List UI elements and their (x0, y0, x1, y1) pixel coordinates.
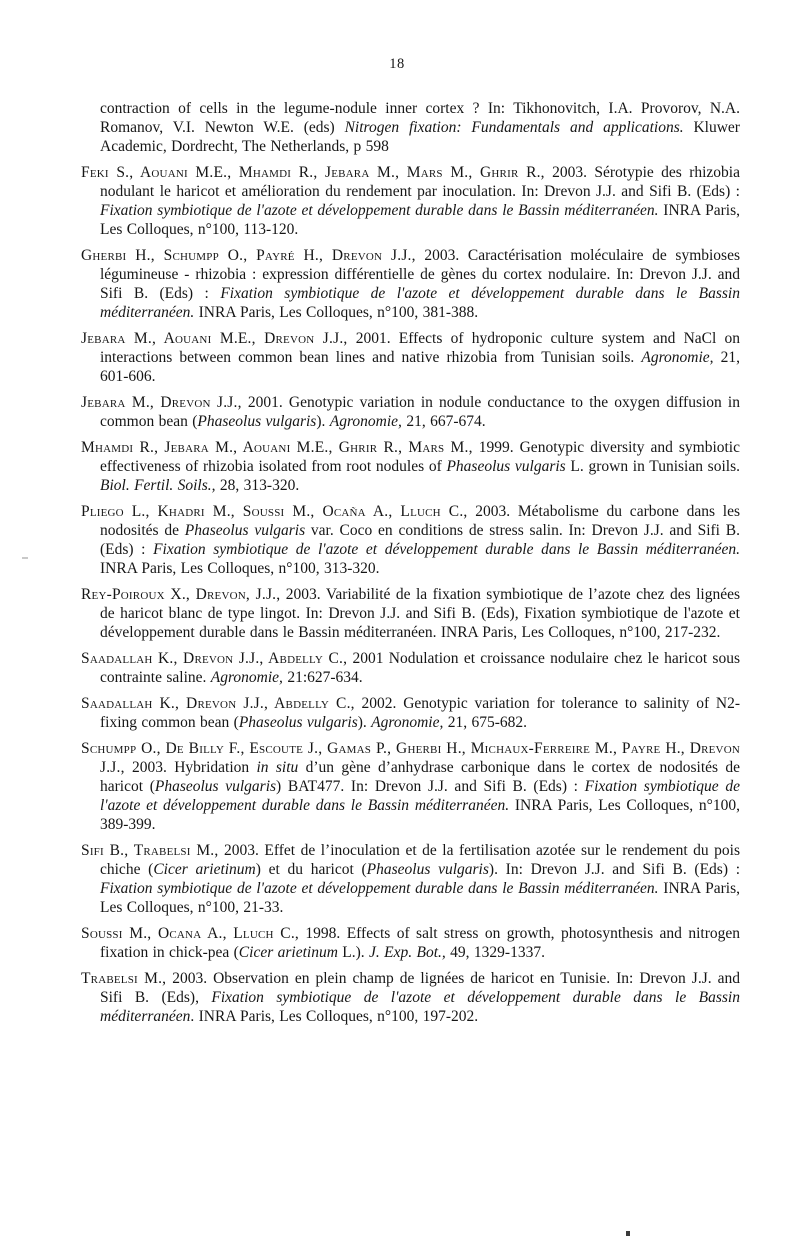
reference-text-segment: Fixation symbiotique de l'azote et développement durable dans le Bassin méditerranéen. (100, 880, 659, 897)
reference-text-segment: Jebara M., Aouani M.E., Drevon J.J., (81, 330, 348, 347)
reference-text-segment: Mhamdi R., Jebara M., Aouani M.E., Ghrir R., Mars M., (81, 439, 473, 456)
continued-reference-paragraph (81, 99, 740, 156)
reference-entry (81, 585, 740, 642)
reference-text-segment: var. Coco en conditions de stress salin. In: Drevon J.J. and Sifi B. (Eds) : (100, 522, 741, 558)
reference-text-segment: 21, 667-674. (401, 413, 486, 430)
reference-text-segment: Phaseolus vulgaris (197, 413, 317, 430)
reference-text-segment: INRA Paris, Les Colloques, n°100, 313-320. (100, 560, 380, 577)
reference-text-segment: Fixation symbiotique de l'azote et développement durable dans le Bassin méditerranéen (100, 989, 740, 1025)
reference-text-segment: ). In: Drevon J.J. and Sifi B. (Eds) : (488, 861, 741, 878)
reference-text-segment: 2003. Sérotypie des rhizobia nodulant le haricot et amélioration du rendement par inoculation. In: Drevon J.J. and Sifi B. (Eds) : (100, 164, 740, 200)
reference-text-segment: Schumpp O., De Billy F., Escoute J., Gamas P., Gherbi H., Michaux-Ferreire M., Payre H., Drevon J.J., (81, 740, 740, 776)
reference-entry (81, 649, 740, 687)
references-list (81, 99, 740, 1033)
reference-text-segment: d’un gène d’anhydrase carbonique dans le cortex de nodosités de haricot ( (100, 759, 741, 795)
reference-text-segment: Gherbi H., Schumpp O., Payré H., Drevon J.J., (81, 247, 416, 264)
reference-text-segment: INRA Paris, Les Colloques, n°100, 113-120. (100, 202, 740, 238)
reference-text-segment: 21:627-634. (282, 669, 363, 686)
reference-text-segment: L. grown in Tunisian soils. (565, 458, 740, 475)
reference-text-segment: INRA Paris, Les Colloques, n°100, 21-33. (100, 880, 740, 916)
reference-entry (81, 246, 740, 322)
reference-text-segment: 21, 675-682. (443, 714, 528, 731)
reference-text-segment: 1998. Effects of salt stress on growth, photosynthesis and nitrogen fixation in chick-pea ( (100, 925, 740, 961)
reference-text-segment: 2003. Effet de l’inoculation et de la fertilisation azotée sur le rendement du pois chiche ( (100, 842, 740, 878)
reference-text-segment: 21, 601-606. (100, 349, 741, 385)
reference-text-segment: Trabelsi M., (81, 970, 167, 987)
reference-text-segment: L.). (337, 944, 370, 961)
reference-text-segment: Phaseolus vulgaris (366, 861, 489, 878)
reference-text-segment: ). (357, 714, 372, 731)
reference-entry (81, 393, 740, 431)
reference-entry (81, 694, 740, 732)
reference-text-segment: Soussi M., Ocana A., Lluch C., (81, 925, 299, 942)
reference-text-segment: INRA Paris, Les Colloques, n°100, 381-388. (194, 304, 479, 321)
reference-text-segment: 2003. Observation en plein champ de lignées de haricot en Tunisie. In: Drevon J.J. and Sifi B. (Eds), (100, 970, 740, 1006)
reference-text-segment: Agronomie, (641, 349, 714, 366)
reference-text-segment: Fixation symbiotique de l'azote et développement durable dans le Bassin méditerranéen. (153, 541, 740, 558)
reference-text-segment: Cicer arietinum (153, 861, 256, 878)
reference-text-segment: Feki S., Aouani M.E., Mhamdi R., Jebara M., Mars M., Ghrir R., (81, 164, 545, 181)
reference-entry (81, 739, 740, 834)
reference-text-segment: ) BAT477. In: Drevon J.J. and Sifi B. (Eds) : (276, 778, 585, 795)
reference-text-segment: Pliego L., Khadri M., Soussi M., Ocaña A., Lluch C., (81, 503, 468, 520)
reference-text-segment: 2001. Effects of hydroponic culture system and NaCl on interactions between common bean lines and native rhizobia from Tunisian soils. (100, 330, 740, 366)
reference-entry (81, 841, 740, 917)
reference-entry (81, 924, 740, 962)
reference-text-segment: Biol. Fertil. Soils., (100, 477, 216, 494)
reference-text-segment: . INRA Paris, Les Colloques, n°100, 197-202. (190, 1008, 479, 1025)
reference-text-segment: Phaseolus vulgaris (184, 522, 306, 539)
reference-text-segment: Fixation symbiotique de l'azote et développement durable dans le Bassin méditerranéen. (100, 202, 659, 219)
reference-text-segment: 28, 313-320. (215, 477, 300, 494)
reference-text-segment: Fixation symbiotique de l'azote et développement durable dans le Bassin méditerranéen. (100, 778, 740, 814)
reference-text-segment: Sifi B., Trabelsi M., (81, 842, 219, 859)
reference-text-segment: 2003. Hybridation (124, 759, 257, 776)
reference-text-segment: contraction of cells in the legume-nodule inner cortex ? In: Tikhonovitch, I.A. Provorov, N.A. Romanov, V.I. Newton W.E. (eds) (100, 100, 740, 136)
reference-text-segment: Kluwer Academic, Dordrecht, The Netherlands, p 598 (100, 119, 740, 155)
reference-entry (81, 329, 740, 386)
reference-text-segment: ). (316, 413, 330, 430)
page-number: 18 (389, 56, 405, 72)
reference-text-segment: Fixation symbiotique de l'azote et développement durable dans le Bassin méditerranéen. (100, 285, 740, 321)
reference-text-segment: 2001. Genotypic variation in nodule conductance to the oxygen diffusion in common bean ( (100, 394, 740, 430)
scan-artifact-dot (626, 1231, 630, 1236)
reference-text-segment: 2003. Métabolisme du carbone dans les nodosités de (100, 503, 740, 539)
reference-text-segment: Rey-Poiroux X., Drevon, J.J., (81, 586, 281, 603)
reference-text-segment: 2002. Genotypic variation for tolerance to salinity of N2-fixing common bean ( (100, 695, 741, 731)
reference-text-segment: J. Exp. Bot., (369, 944, 446, 961)
reference-text-segment: Agronomie, (371, 714, 444, 731)
reference-entry (81, 502, 740, 578)
reference-text-segment: 1999. Genotypic diversity and symbiotic effectiveness of rhizobia isolated from root nodules of (100, 439, 740, 475)
reference-text-segment: Saadallah K., Drevon J.J., Abdelly C., (81, 650, 348, 667)
reference-text-segment: 2001 Nodulation et croissance nodulaire chez le haricot sous contrainte saline. (100, 650, 741, 686)
reference-text-segment: in situ (256, 759, 299, 776)
reference-text-segment: Phaseolus vulgaris (238, 714, 358, 731)
reference-text-segment: Nitrogen fixation: Fundamentals and applications. (344, 119, 684, 136)
reference-entry (81, 438, 740, 495)
reference-text-segment: Phaseolus vulgaris (446, 458, 566, 475)
reference-text-segment: 2003. Caractérisation moléculaire de symbioses légumineuse - rhizobia : expression différentielle de gènes du cortex nodulaire. In: Drevon J.J. and Sifi B. (Eds) : (100, 247, 740, 302)
reference-text-segment: Saadallah K., Drevon J.J., Abdelly C., (81, 695, 355, 712)
reference-text-segment: 49, 1329-1337. (445, 944, 545, 961)
reference-text-segment: Agronomie, (210, 669, 283, 686)
reference-text-segment: INRA Paris, Les Colloques, n°100, 389-399. (100, 797, 740, 833)
reference-text-segment: 2003. Variabilité de la fixation symbiotique de l’azote chez des lignées de haricot blanc de type lingot. In: Drevon J.J. and Sifi B. (Eds), Fixation symbiotique de l'azote et développement durable dans le Bassin méditerranéen. INRA Paris, Les Colloques, n°100, 217-232. (100, 586, 740, 641)
scan-artifact-dash (22, 557, 28, 559)
reference-text-segment: Phaseolus vulgaris (154, 778, 277, 795)
reference-entry (81, 163, 740, 239)
reference-text-segment: Agronomie, (329, 413, 402, 430)
reference-entry (81, 969, 740, 1026)
reference-text-segment: ) et du haricot ( (255, 861, 367, 878)
reference-text-segment: Jebara M., Drevon J.J., (81, 394, 242, 411)
reference-text-segment: Cicer arietinum (238, 944, 338, 961)
